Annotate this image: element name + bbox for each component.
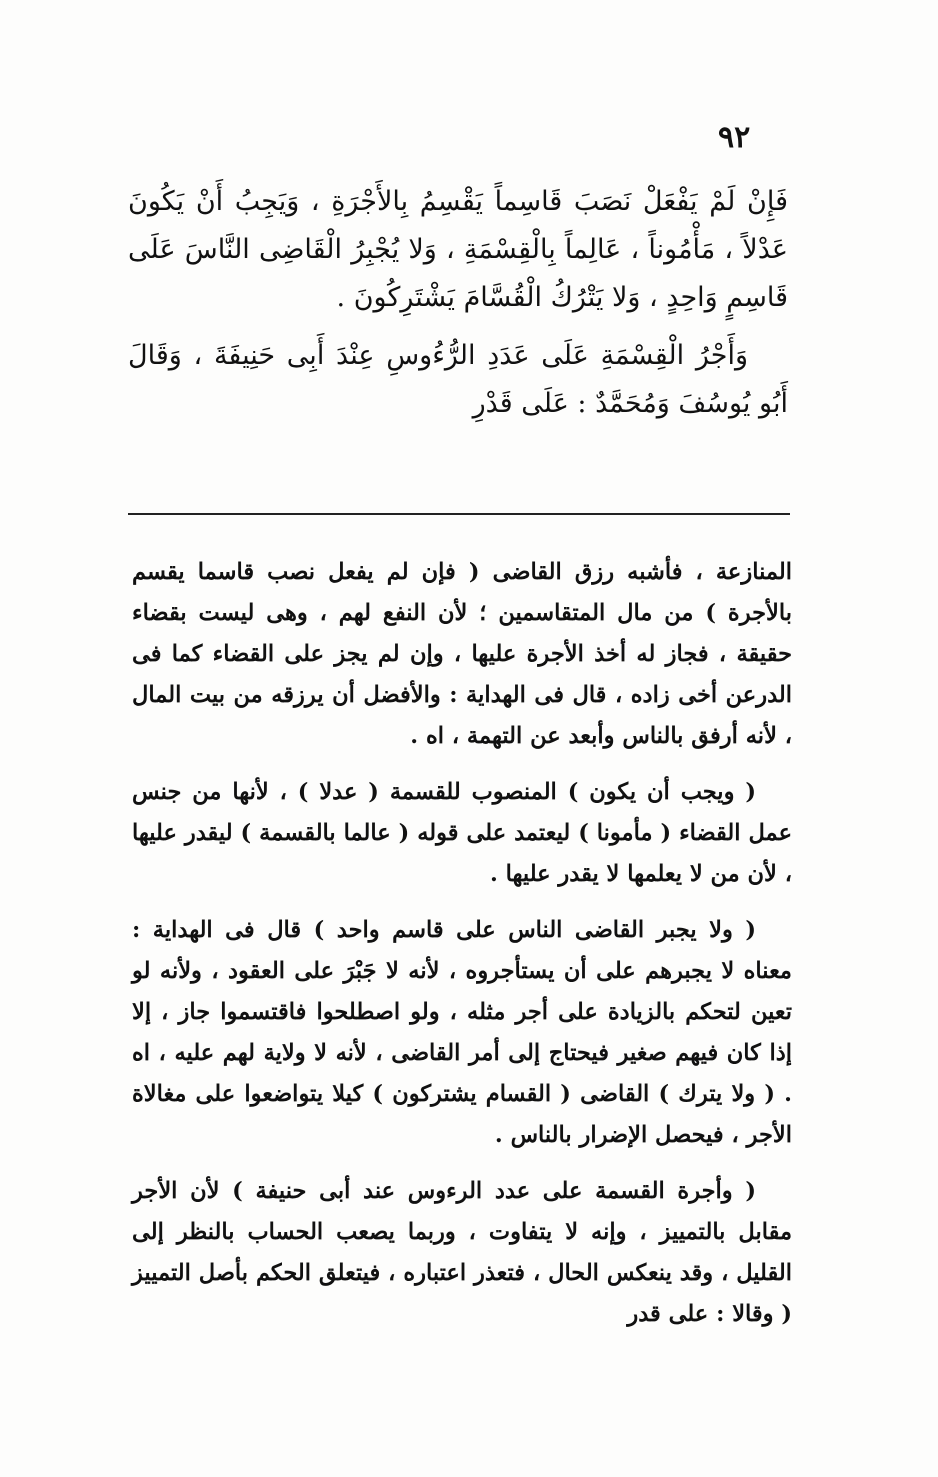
commentary-block	[132, 552, 792, 1350]
commentary-paragraph: ( وأجرة القسمة على عدد الرءوس عند أبى حنيفة ) لأن الأجر مقابل بالتمييز ، وإنه لا يتفاوت ، وربما يصعب الحساب بالنظر إلى القليل ، وقد ينعكس الحال ، فتعذر اعتباره ، فيتعلق الحكم بأصل التمييز ( وقالا : على قدر	[132, 1178, 792, 1327]
commentary-paragraph: المنازعة ، فأشبه رزق القاضى ( فإن لم يفعل نصب قاسما يقسم بالأجرة ) من مال المتقاسمين ؛ لأن النفع لهم ، وهى ليست بقضاء حقيقة ، فجاز له أخذ الأجرة عليها ، وإن لم يجز على القضاء كما فى الدرعن أخى زاده ، قال فى الهداية : والأفضل أن يرزقه من بيت المال ، لأنه أرفق بالناس وأبعد عن التهمة ، اه .	[132, 559, 792, 749]
main-text-block	[128, 178, 788, 428]
divider-line	[128, 513, 790, 515]
main-paragraph: وَأَجْرُ الْقِسْمَةِ عَلَى عَدَدِ الرُّءُوسِ عِنْدَ أَبِى حَنِيفَةَ ، وَقَالَ أَبُو يُوسُفَ وَمُحَمَّدٌ : عَلَى قَدْرِ	[128, 340, 788, 419]
commentary-paragraph: ( ويجب أن يكون ) المنصوب للقسمة ( عدلا ) ، لأنها من جنس عمل القضاء ( مأمونا ) ليعتمد على قوله ( عالما بالقسمة ) ليقدر عليها ، لأن من لا يعلمها لا يقدر عليها .	[132, 779, 792, 887]
page-number: ٩٢	[718, 120, 751, 155]
main-paragraph: فَإِنْ لَمْ يَفْعَلْ نَصَبَ قَاسِماً يَقْسِمُ بِالأَجْرَةِ ، وَيَجِبُ أَنْ يَكُونَ عَدْلاً ، مَأْمُوناً ، عَالِماً بِالْقِسْمَةِ ، وَلا يُجْبِرُ الْقَاضِى النَّاسَ عَلَى قَاسِمٍ وَاحِدٍ ، وَلا يَتْرُكُ الْقُسَّامَ يَشْتَرِكُونَ .	[128, 186, 788, 313]
commentary-paragraph: ( ولا يجبر القاضى الناس على قاسم واحد ) قال فى الهداية : معناه لا يجبرهم على أن يستأجروه ، لأنه لا جَبْرَ على العقود ، ولأنه لو تعين لتحكم بالزيادة على أجر مثله ، ولو اصطلحوا فاقتسموا جاز ، إلا إذا كان فيهم صغير فيحتاج إلى أمر القاضى ، لأنه لا ولاية لهم عليه ، اه . ( ولا يترك ) القاضى ( القسام يشتركون ) كيلا يتواضعوا على مغالاة الأجر ، فيحصل الإضرار بالناس .	[132, 917, 792, 1148]
